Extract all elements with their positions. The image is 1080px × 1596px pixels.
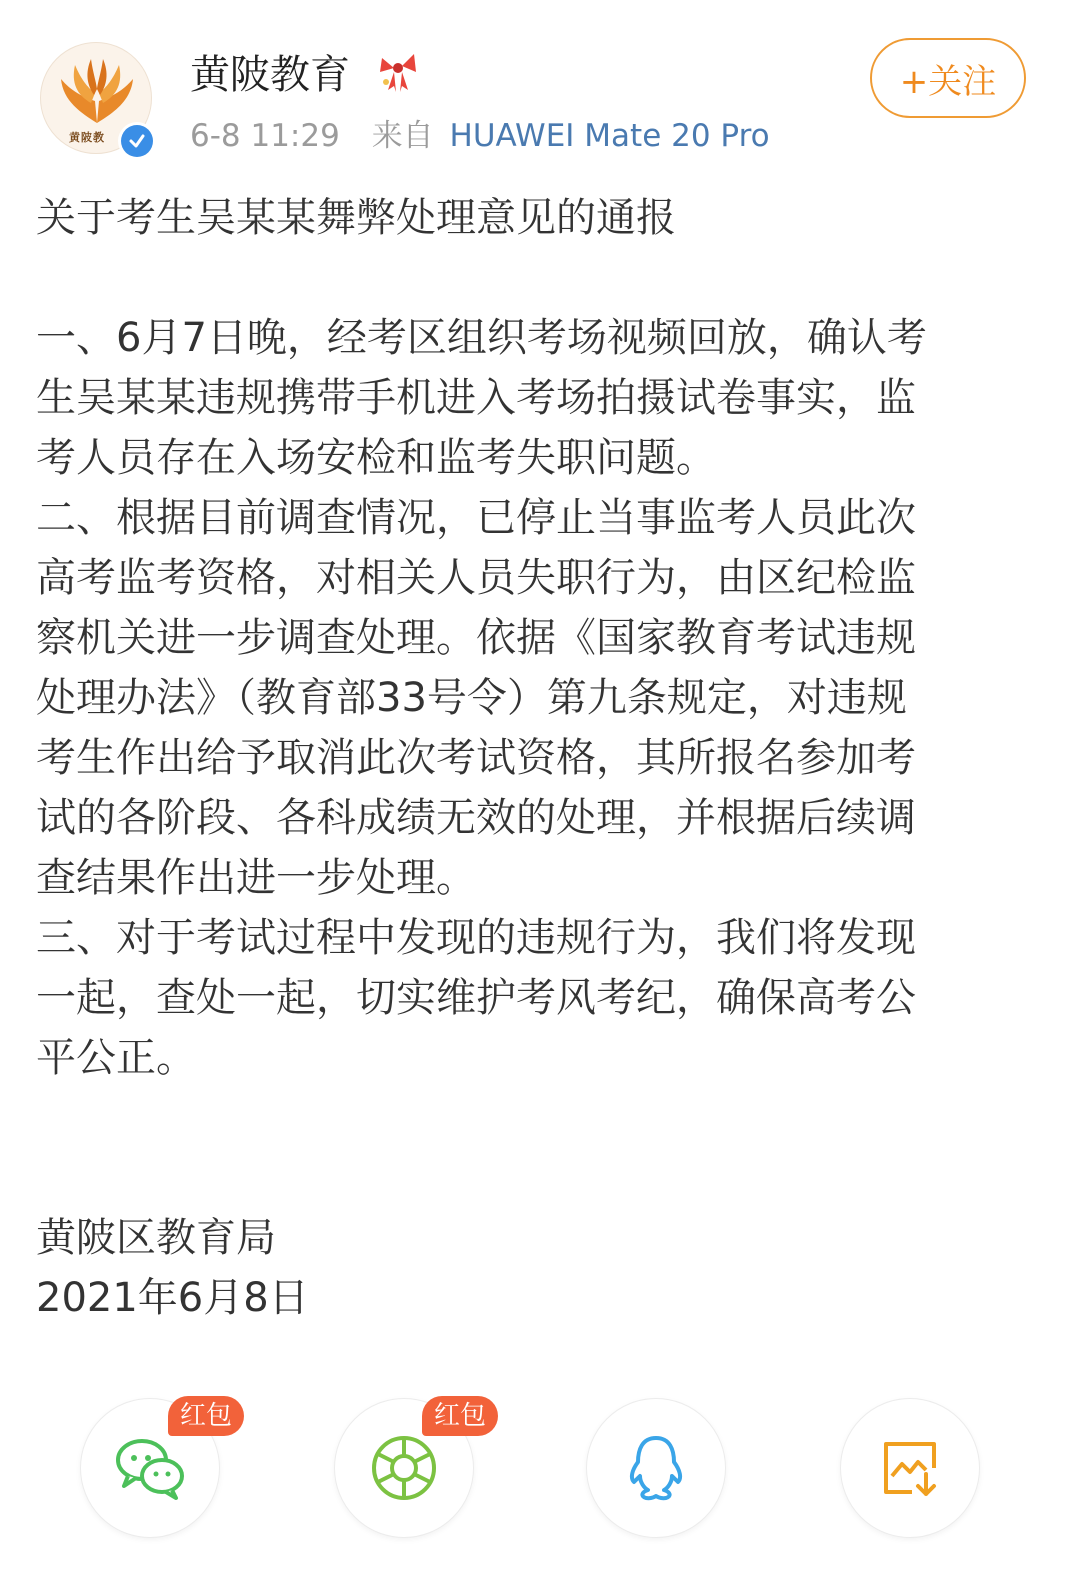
wechat-icon <box>114 1436 186 1500</box>
post-time: 6-8 11:29 <box>190 118 340 154</box>
post-line: 一、6月7日晚，经考区组织考场视频回放，确认考 <box>36 315 927 361</box>
red-packet-badge: 红包 <box>168 1396 244 1436</box>
ribbon-medal-icon <box>374 50 422 96</box>
avatar-caption: 黄陂教 <box>69 131 105 144</box>
wechat-moments-icon <box>370 1434 438 1502</box>
follow-button[interactable]: +关注 <box>870 38 1026 118</box>
qq-icon <box>626 1434 686 1502</box>
account-name[interactable]: 黄陂教育 <box>190 52 350 98</box>
post-meta <box>190 112 770 160</box>
post-title: 关于考生吴某某舞弊处理意见的通报 <box>36 195 676 241</box>
source-device-link[interactable]: HUAWEI Mate 20 Pro <box>449 118 770 154</box>
signature-date: 2021年6月8日 <box>36 1275 309 1321</box>
post-line: 高考监考资格，对相关人员失职行为，由区纪检监 <box>36 555 916 601</box>
save-image-button[interactable] <box>840 1398 980 1538</box>
signature-org: 黄陂区教育局 <box>36 1215 276 1261</box>
post-line: 平公正。 <box>36 1035 196 1081</box>
post-line: 生吴某某违规携带手机进入考场拍摄试卷事实，监 <box>36 375 916 421</box>
post-body <box>36 308 1046 1088</box>
post-line: 察机关进一步调查处理。依据《国家教育考试违规 <box>36 615 916 661</box>
source-prefix: 来自 <box>371 118 434 154</box>
save-image-icon <box>878 1436 942 1500</box>
post-line: 查结果作出进一步处理。 <box>36 855 476 901</box>
verified-badge <box>118 122 156 160</box>
post-line: 考生作出给予取消此次考试资格，其所报名参加考 <box>36 735 916 781</box>
red-packet-badge: 红包 <box>422 1396 498 1436</box>
post-line: 试的各阶段、各科成绩无效的处理，并根据后续调 <box>36 795 916 841</box>
post-line: 一起，查处一起，切实维护考风考纪，确保高考公 <box>36 975 916 1021</box>
post-line: 三、对于考试过程中发现的违规行为，我们将发现 <box>36 915 916 961</box>
share-qq-button[interactable] <box>586 1398 726 1538</box>
post-line: 处理办法》（教育部33号令）第九条规定，对违规 <box>36 675 907 721</box>
post-line: 二、根据目前调查情况，已停止当事监考人员此次 <box>36 495 916 541</box>
signature <box>36 1208 1046 1328</box>
verified-check-icon <box>121 125 153 157</box>
post-line: 考人员存在入场安检和监考失职问题。 <box>36 435 716 481</box>
